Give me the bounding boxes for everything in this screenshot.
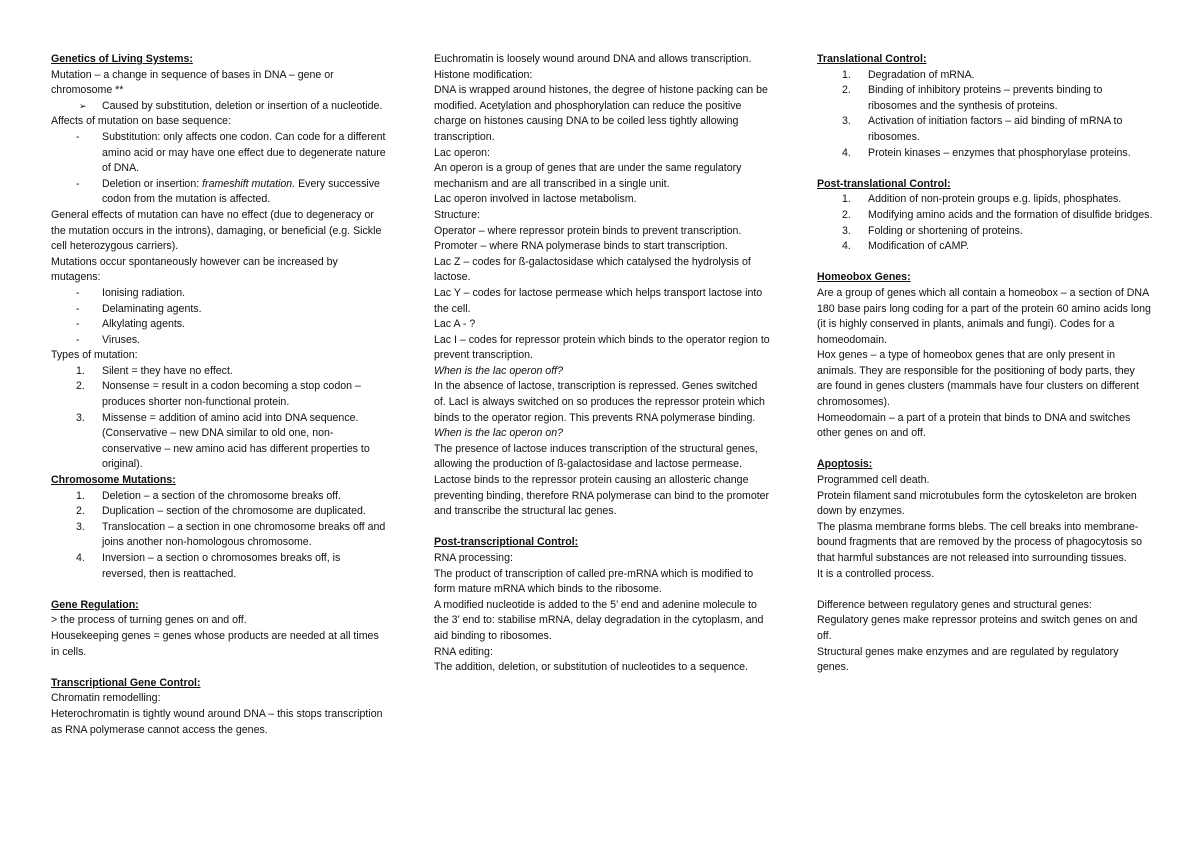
- types-heading: Types of mutation:: [51, 349, 138, 362]
- heading-translational: Translational Control:: [817, 53, 927, 65]
- apoptosis-text-4: It is a controlled process.: [817, 567, 935, 580]
- chromatin-remodelling: Chromatin remodelling:: [51, 692, 161, 705]
- difference-heading: Difference between regulatory genes and structural genes:: [817, 598, 1092, 611]
- mutation-definition: Mutation – a change in sequence of bases in DNA – gene or chromosome **: [51, 68, 334, 97]
- gene-regulation-def: > the process of turning genes on and off.: [51, 614, 247, 627]
- lac-y-text: Lac Y – codes for lactose permease which helps transport lactose into the cell.: [434, 286, 763, 315]
- apoptosis-text-1: Programmed cell death.: [817, 474, 930, 487]
- rna-processing-label: RNA processing:: [434, 552, 513, 564]
- numbered-item-translational: 4. Protein kinases – enzymes that phosphorylase proteins.: [842, 146, 1131, 159]
- arrow-bullet-icon: ➢: [79, 100, 87, 111]
- rna-processing-text-1: The product of transcription of called pre-mRNA which is modified to form mature mRNA which binds to the ribosome.: [434, 567, 754, 596]
- dash-item-mutagen: - Delaminating agents.: [76, 302, 202, 315]
- operator-text: Operator – where repressor protein binds to prevent transcription.: [434, 224, 742, 237]
- question-operon-on: When is the lac operon on?: [434, 427, 563, 440]
- apoptosis-text-2: Protein filament sand microtubules form the cytoskeleton are broken down by enzymes.: [817, 489, 1137, 518]
- heading-gene-regulation: Gene Regulation:: [51, 598, 139, 611]
- question-operon-off: When is the lac operon off?: [434, 364, 563, 377]
- numbered-item-chromosome: 4. Inversion – a section o chromosomes breaks off, is reversed, then is reattached.: [76, 552, 341, 580]
- apoptosis-text-3: The plasma membrane forms blebs. The cell breaks into membrane-bound fragments that are removed by the process of phagocytosis so that harmful substances are not released into surrounding tissues.: [817, 520, 1143, 564]
- heading-apoptosis: Apoptosis:: [817, 458, 873, 471]
- numbered-item-translational: 2. Binding of inhibitory proteins – prevents binding to ribosomes and the synthesis of proteins.: [842, 84, 1103, 112]
- lac-operon-heading: Lac operon:: [434, 146, 490, 159]
- heading-transcriptional-control: Transcriptional Gene Control:: [51, 676, 201, 689]
- operon-on-text: The presence of lactose induces transcription of the structural genes, allowing the production of ß-galactosidase and lactose permease. Lactose binds to the repressor protein causing an allosteric change preventing binding, therefore RNA polymerase can bind to the promoter and transcribe the structural lac genes.: [434, 442, 770, 518]
- lac-i-text: Lac I – codes for repressor protein which binds to the operator region to prevent transcription.: [434, 333, 770, 362]
- promoter-text: Promoter – where RNA polymerase binds to start transcription.: [434, 240, 728, 253]
- numbered-item-type: 1. Silent = they have no effect.: [76, 364, 233, 377]
- numbered-item-type: 2. Nonsense = result in a codon becoming a stop codon – produces shorter non-functional protein.: [76, 380, 361, 409]
- dash-item-substitution: - Substitution: only affects one codon. Can code for a different amino acid or may have one effect due to degenerate nature of DNA.: [76, 130, 386, 175]
- lac-involved: Lac operon involved in lactose metabolism.: [434, 193, 637, 206]
- rna-editing-label: RNA editing:: [434, 645, 493, 658]
- rna-editing-text: The addition, deletion, or substitution of nucleotides to a sequence.: [434, 661, 748, 674]
- numbered-item-chromosome: 2. Duplication – section of the chromosome are duplicated.: [76, 505, 366, 518]
- histone-heading: Histone modification:: [434, 68, 533, 81]
- numbered-item-post-translational: 2. Modifying amino acids and the formation of disulfide bridges.: [842, 208, 1153, 221]
- housekeeping-genes: Housekeeping genes = genes whose products are needed at all times in cells.: [51, 629, 379, 658]
- homeobox-text: Are a group of genes which all contain a homeobox – a section of DNA 180 base pairs long coding for a part of the protein 60 amino acids long (it is highly conserved in plants, animals and fungi). Codes for a homeodomain.: [817, 286, 1151, 346]
- homeodomain-text: Homeodomain – a part of a protein that binds to DNA and switches other genes on and off.: [817, 411, 1131, 440]
- affects-heading: Affects of mutation on base sequence:: [51, 115, 232, 128]
- bullet-caused-by: ➢ Caused by substitution, deletion or insertion of a nucleotide.: [51, 99, 387, 115]
- structural-genes-text: Structural genes make enzymes and are regulated by regulatory genes.: [817, 645, 1119, 674]
- heading-post-transcriptional: Post-transcriptional Control:: [434, 536, 579, 549]
- heading-chromosome-mutations: Chromosome Mutations:: [51, 474, 176, 487]
- numbered-item-chromosome: 1. Deletion – a section of the chromosome breaks off.: [76, 489, 341, 502]
- mutagens-intro: Mutations occur spontaneously however can be increased by mutagens:: [51, 255, 338, 284]
- numbered-item-type: 3. Missense = addition of amino acid into DNA sequence. (Conservative – new DNA similar to old one, non-conservative – new amino acid has different properties to original).: [76, 411, 370, 471]
- numbered-item-post-translational: 3. Folding or shortening of proteins.: [842, 224, 1023, 237]
- dash-item-deletion: - Deletion or insertion: frameshift mutation. Every successive codon from the mutation is affected.: [76, 177, 380, 206]
- numbered-item-post-translational: 4. Modification of cAMP.: [842, 240, 970, 253]
- numbered-item-translational: 3. Activation of initiation factors – aid binding of mRNA to ribosomes.: [842, 115, 1123, 143]
- heading-post-translational: Post-translational Control:: [817, 177, 951, 190]
- general-effects: General effects of mutation can have no effect (due to degeneracy or the mutation occurs in the introns), damaging, or beneficial (e.g. Sickle cell heterozygous carriers).: [51, 208, 382, 253]
- numbered-item-translational: 1. Degradation of mRNA.: [842, 68, 975, 81]
- operon-off-text: In the absence of lactose, transcription is repressed. Genes switched of. LacI is always switched on so produces the repressor protein which binds to the operator region. This prevents RNA polymerase binding.: [434, 380, 765, 424]
- lac-a-text: Lac A - ?: [434, 318, 476, 331]
- heterochromatin-text: Heterochromatin is tightly wound around DNA – this stops transcription as RNA polymerase cannot access the genes.: [51, 707, 383, 736]
- numbered-item-chromosome: 3. Translocation – a section in one chromosome breaks off and joins another non-homologous chromosome.: [76, 520, 386, 549]
- operon-definition: An operon is a group of genes that are under the same regulatory mechanism and are all transcribed in a single unit.: [434, 162, 742, 190]
- histone-text: DNA is wrapped around histones, the degree of histone packing can be modified. Acetylation and phosphorylation can reduce the positive charge on histones causing DNA to be coiled less tightly allowing transcription.: [434, 84, 768, 143]
- column-3: [817, 52, 1153, 676]
- lac-z-text: Lac Z – codes for ß-galactosidase which catalysed the hydrolysis of lactose.: [434, 255, 751, 284]
- dash-item-mutagen: - Alkylating agents.: [76, 318, 186, 331]
- dash-item-mutagen: - Viruses.: [76, 333, 141, 346]
- structure-label: Structure:: [434, 208, 480, 221]
- column-1: [51, 52, 387, 738]
- regulatory-genes-text: Regulatory genes make repressor proteins and switch genes on and off.: [817, 614, 1138, 642]
- heading-genetics: Genetics of Living Systems:: [51, 53, 193, 65]
- euchromatin-text: Euchromatin is loosely wound around DNA and allows transcription.: [434, 53, 752, 65]
- rna-processing-text-2: A modified nucleotide is added to the 5’ end and adenine molecule to the 3’ end to: stabilise mRNA, delay degradation in the cytoplasm, and aid binding to ribosomes.: [434, 598, 764, 642]
- heading-homeobox: Homeobox Genes:: [817, 271, 911, 284]
- column-2: [434, 52, 770, 676]
- numbered-item-post-translational: 1. Addition of non-protein groups e.g. lipids, phosphates.: [842, 193, 1122, 206]
- dash-item-mutagen: - Ionising radiation.: [76, 286, 186, 299]
- hox-genes-text: Hox genes – a type of homeobox genes that are only present in animals. They are responsible for the positioning of body parts, they are found in genes clusters (mammals have four clusters on different chromosomes).: [817, 349, 1139, 409]
